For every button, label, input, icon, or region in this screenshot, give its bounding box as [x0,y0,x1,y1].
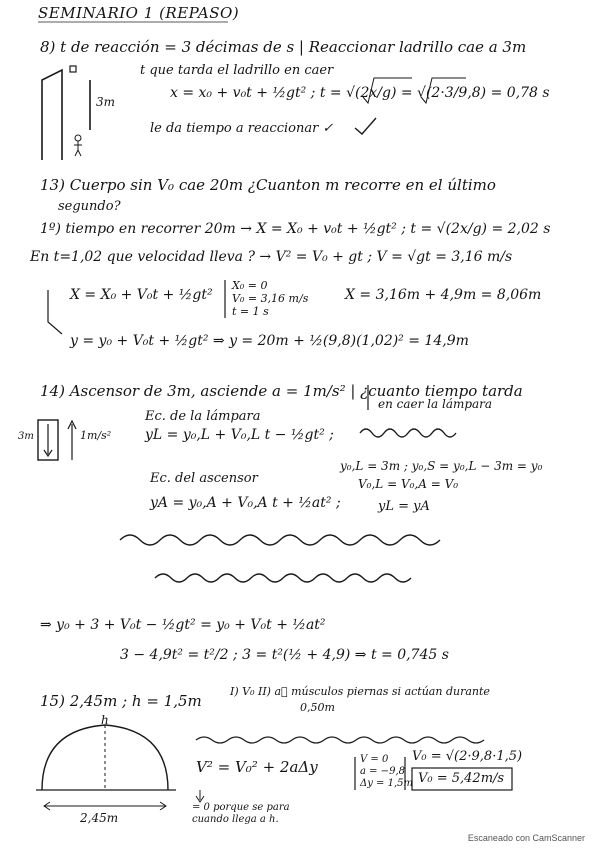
p13-line1: 13) Cuerpo sin V₀ cae 20m ¿Cuanton m recorre en el último [40,176,496,194]
p15-eq1: V² = V₀² + 2aΔy [196,758,318,776]
p15-result2: V₀ = 5,42m/s [418,771,505,786]
p13-line5e: X = 3,16m + 4,9m = 8,06m [345,287,542,303]
p15-note1: = 0 porque se para [192,802,290,813]
p14-fig-height: 3m [18,431,34,442]
p15-line1c: 0,50m [300,701,335,714]
p13-line5d: t = 1 s [232,305,269,318]
p14-cond3: yL = yA [378,499,430,514]
p15-line1b: I) V₀ II) a⃗ músculos piernas si actúan durante [230,685,490,698]
p8-line1: 8) t de reacción = 3 décimas de s | Reaccionar ladrillo cae a 3m [40,38,527,56]
p13-line5a: X = X₀ + V₀t + ½gt² [70,287,213,303]
p15-fig-h: h [101,713,109,727]
p13-line5b: X₀ = 0 [232,279,268,292]
p8-line3: le da tiempo a reaccionar ✓ [150,121,334,136]
p13-line2: segundo? [58,199,121,214]
p15-eq1-cond1: V = 0 [360,754,389,765]
page-title: SEMINARIO 1 (REPASO) [38,4,240,22]
p15-result1: V₀ = √(2·9,8·1,5) [412,749,523,764]
p8-line2: t que tarda el ladrillo en caer [140,63,334,78]
scanner-watermark: Escaneado con CamScanner [467,833,585,843]
p8-fig-label: 3m [96,95,116,109]
p15-eq1-cond2: a = −9,8 [360,766,405,777]
p14-line1: 14) Ascensor de 3m, asciende a = 1m/s² | ¿cuanto tiempo tarda [40,382,523,400]
p13-line5c: V₀ = 3,16 m/s [232,292,309,305]
p14-result2: 3 − 4,9t² = t²/2 ; 3 = t²(½ + 4,9) ⇒ t = 0,745 s [120,647,449,663]
p13-line6: y = y₀ + V₀t + ½gt² ⇒ y = 20m + ½(9,8)(1,02)² = 14,9m [70,333,469,349]
p14-result1: ⇒ y₀ + 3 + V₀t − ½gt² = y₀ + V₀t + ½at² [40,617,326,633]
p13-line3: 1º) tiempo en recorrer 20m → X = X₀ + v₀t + ½gt² ; t = √(2x/g) = 2,02 s [40,221,551,237]
p15-note2: cuando llega a h. [192,814,279,825]
p14-asc-title: Ec. del ascensor [150,471,258,486]
p15-eq1-cond3: Δy = 1,5m [360,778,413,789]
p14-cond1: y₀,L = 3m ; y₀,S = y₀,L − 3m = y₀ [340,459,543,473]
p14-lamp-title: Ec. de la lámpara [145,409,261,424]
p14-lamp-eq: yL = y₀,L + V₀,L t − ½gt² ; [145,427,334,443]
p14-asc-eq: yA = y₀,A + V₀,A t + ½at² ; [150,495,341,511]
p13-line4: En t=1,02 que velocidad lleva ? → V² = V₀ + gt ; V = √gt = 3,16 m/s [30,249,513,265]
p14-line1b: en caer la lámpara [378,397,493,411]
p15-line1: 15) 2,45m ; h = 1,5m [40,692,202,710]
p14-cond2: V₀,L = V₀,A = V₀ [358,477,459,491]
p15-fig-width: 2,45m [80,811,119,825]
p14-fig-accel: 1m/s² [80,429,112,442]
p8-equation: x = x₀ + v₀t + ½gt² ; t = √(2x/g) = √(2·3/9,8) = 0,78 s [170,85,550,101]
